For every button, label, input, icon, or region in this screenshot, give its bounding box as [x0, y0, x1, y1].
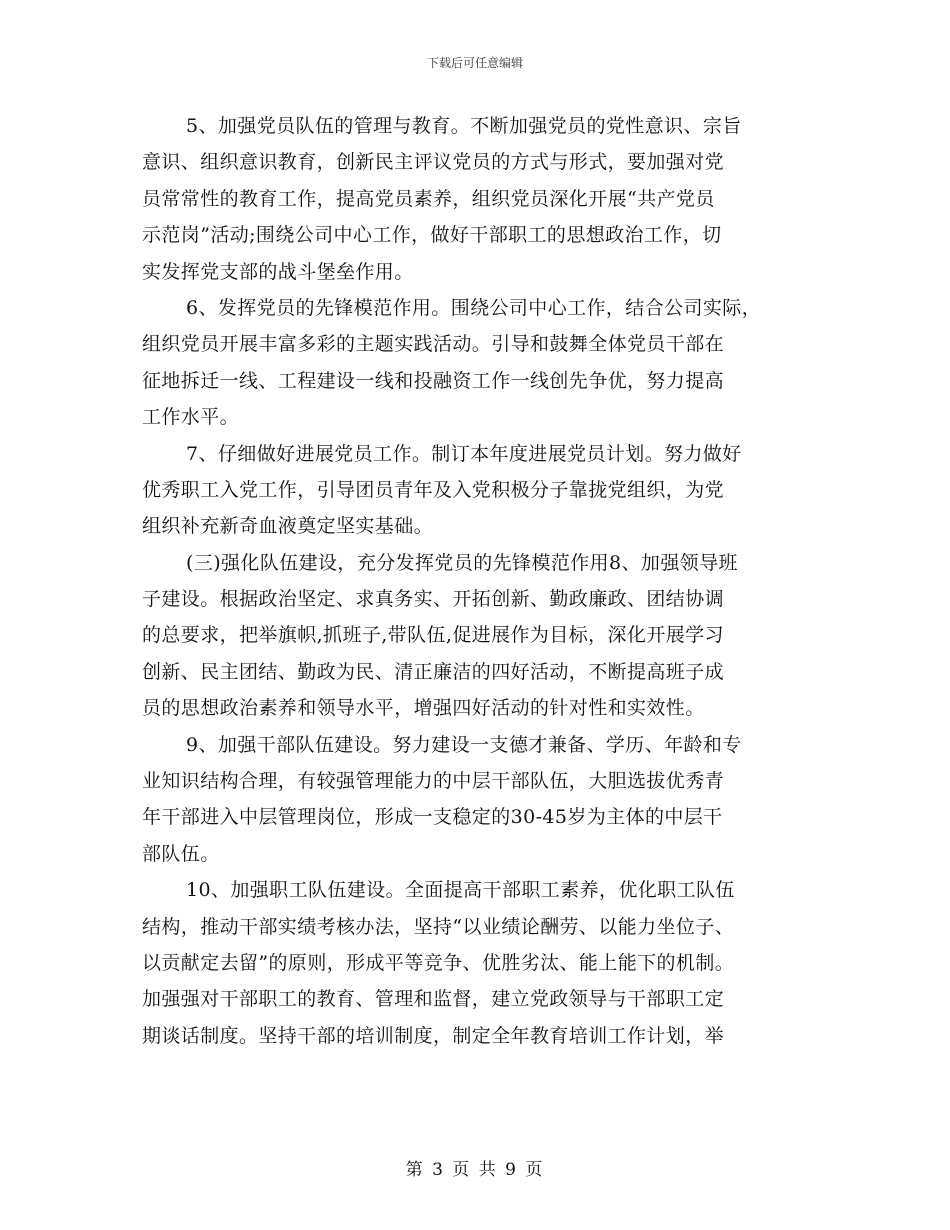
paragraph-7-line: 组织补充新奇血液奠定坚实基础。 [142, 515, 434, 538]
paragraph-9-line: 年干部进入中层管理岗位，形成一支稳定的30-45岁为主体的中层干 [142, 806, 723, 829]
paragraph-5-line: 5、加强党员队伍的管理与教育。不断加强党员的党性意识、宗旨 [186, 115, 742, 137]
paragraph-6-line: 组织党员开展丰富多彩的主题实践活动。引导和鼓舞全体党员干部在 [142, 333, 725, 356]
paragraph-9-line: 部队伍。 [142, 842, 220, 865]
paragraph-5-line: 实发挥党支部的战斗堡垒作用。 [142, 260, 414, 283]
paragraph-6-line: 征地拆迁一线、工程建设一线和投融资工作一线创先争优，努力提高 [142, 369, 725, 392]
paragraph-8-line: 的总要求，把举旗帜,抓班子,带队伍,促进展作为目标，深化开展学习 [142, 624, 724, 647]
paragraph-10-line: 10、加强职工队伍建设。全面提高干部职工素养，优化职工队伍 [186, 879, 735, 902]
paragraph-5-line: 员常常性的教育工作，提高党员素养，组织党员深化开展“共产党员 [142, 187, 715, 210]
paragraph-8-line: (三)强化队伍建设，充分发挥党员的先锋模范作用8、加强领导班 [186, 551, 738, 574]
paragraph-7-line: 7、仔细做好进展党员工作。制订本年度进展党员计划。努力做好 [186, 442, 742, 465]
paragraph-9-line: 业知识结构合理，有较强管理能力的中层干部队伍，大胆选拔优秀青 [142, 770, 725, 793]
paragraph-9-line: 9、加强干部队伍建设。努力建设一支德才兼备、学历、年龄和专 [186, 733, 742, 756]
paragraph-5-line: 示范岗”活动;围绕公司中心工作，做好干部职工的思想政治工作，切 [142, 224, 722, 247]
paragraph-10-line: 以贡献定去留”的原则，形成平等竞争、优胜劣汰、能上能下的机制。 [142, 951, 735, 974]
paragraph-8-line: 员的思想政治素养和领导水平，增强四好活动的针对性和实效性。 [142, 697, 705, 720]
paragraph-10-line: 加强强对干部职工的教育、管理和监督，建立党政领导与干部职工定 [142, 988, 725, 1011]
paragraph-5-line: 意识、组织意识教育，创新民主评议党员的方式与形式，要加强对党 [142, 151, 725, 174]
paragraph-8-line: 创新、民主团结、勤政为民、清正廉洁的四好活动，不断提高班子成 [142, 660, 725, 683]
paragraph-6-line: 6、发挥党员的先锋模范作用。围绕公司中心工作，结合公司实际， [186, 296, 762, 319]
paragraph-7-line: 优秀职工入党工作，引导团员青年及入党积极分子靠拢党组织，为党 [142, 478, 725, 501]
body-text [142, 108, 832, 1054]
paragraph-10-line: 期谈话制度。坚持干部的培训制度，制定全年教育培训工作计划，举 [142, 1024, 725, 1047]
paragraph-8-line: 子建设。根据政治坚定、求真务实、开拓创新、勤政廉政、团结协调 [142, 588, 725, 611]
paragraph-10-line: 结构，推动干部实绩考核办法，坚持“以业绩论酬劳、以能力坐位子、 [142, 915, 735, 938]
page-header: 下载后可任意编辑 [426, 56, 523, 70]
paragraph-6-line: 工作水平。 [142, 406, 240, 429]
page-footer: 第 3 页 共 9 页 [405, 1160, 545, 1180]
